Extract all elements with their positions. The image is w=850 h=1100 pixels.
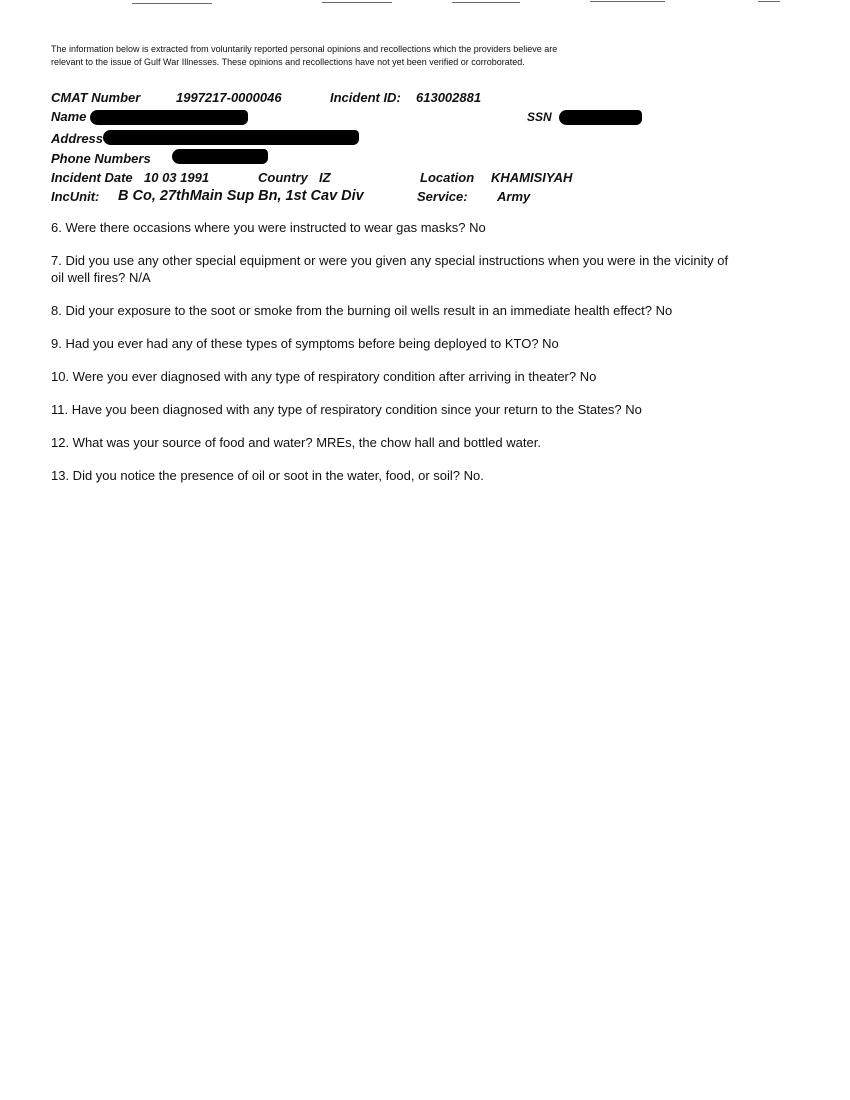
address-label: Address (51, 131, 104, 146)
redacted-phone (172, 149, 268, 164)
question-8: 8. Did your exposure to the soot or smoke from the burning oil wells result in an immediate health effect? No (51, 303, 673, 318)
redacted-address (103, 130, 359, 145)
redacted-name (90, 110, 248, 125)
question-10: 10. Were you ever diagnosed with any type of respiratory condition after arriving in theater? No (51, 369, 597, 384)
disclaimer-text: The information below is extracted from voluntarily reported personal opinions and recollections which the providers believe are relevant to the issue of Gulf War Illnesses. These opinions and recollections have not yet been verified or corroborated. (51, 44, 558, 67)
service-label: Service: (417, 189, 468, 204)
scan-artifact-line (452, 2, 520, 3)
location-label: Location (420, 170, 475, 185)
location-value: KHAMISIYAH (491, 170, 573, 185)
incident-id-value: 613002881 (416, 90, 482, 105)
cmat-number-value: 1997217-0000046 (176, 90, 282, 105)
scan-artifact-line (322, 2, 392, 3)
incident-id-label: Incident ID: (330, 90, 401, 105)
country-value: IZ (319, 170, 331, 185)
incident-date-label: Incident Date (51, 170, 133, 185)
phone-numbers-label: Phone Numbers (51, 151, 151, 166)
incunit-value: B Co, 27thMain Sup Bn, 1st Cav Div (118, 188, 364, 204)
question-6: 6. Were there occasions where you were instructed to wear gas masks? No (51, 220, 486, 235)
cmat-number-label: CMAT Number (51, 90, 141, 105)
incunit-label: IncUnit: (51, 189, 100, 204)
question-13: 13. Did you notice the presence of oil or soot in the water, food, or soil? No. (51, 468, 484, 483)
question-9: 9. Had you ever had any of these types of symptoms before being deployed to KTO? No (51, 336, 559, 351)
question-7: 7. Did you use any other special equipment or were you given any special instructions when you were in the vicinity of oil well fires? N/A (51, 253, 729, 285)
question-12: 12. What was your source of food and water? MREs, the chow hall and bottled water. (51, 435, 541, 450)
scan-artifact-line (132, 3, 212, 4)
service-value: Army (497, 189, 531, 204)
country-label: Country (258, 170, 308, 185)
ssn-label: SSN (527, 110, 552, 124)
scan-artifact-line (758, 1, 780, 2)
scan-artifact-line (590, 1, 665, 2)
name-label: Name (51, 109, 87, 124)
redacted-ssn (559, 110, 642, 125)
incident-date-value: 10 03 1991 (144, 170, 210, 185)
question-11: 11. Have you been diagnosed with any type of respiratory condition since your return to the States? No (51, 402, 642, 417)
